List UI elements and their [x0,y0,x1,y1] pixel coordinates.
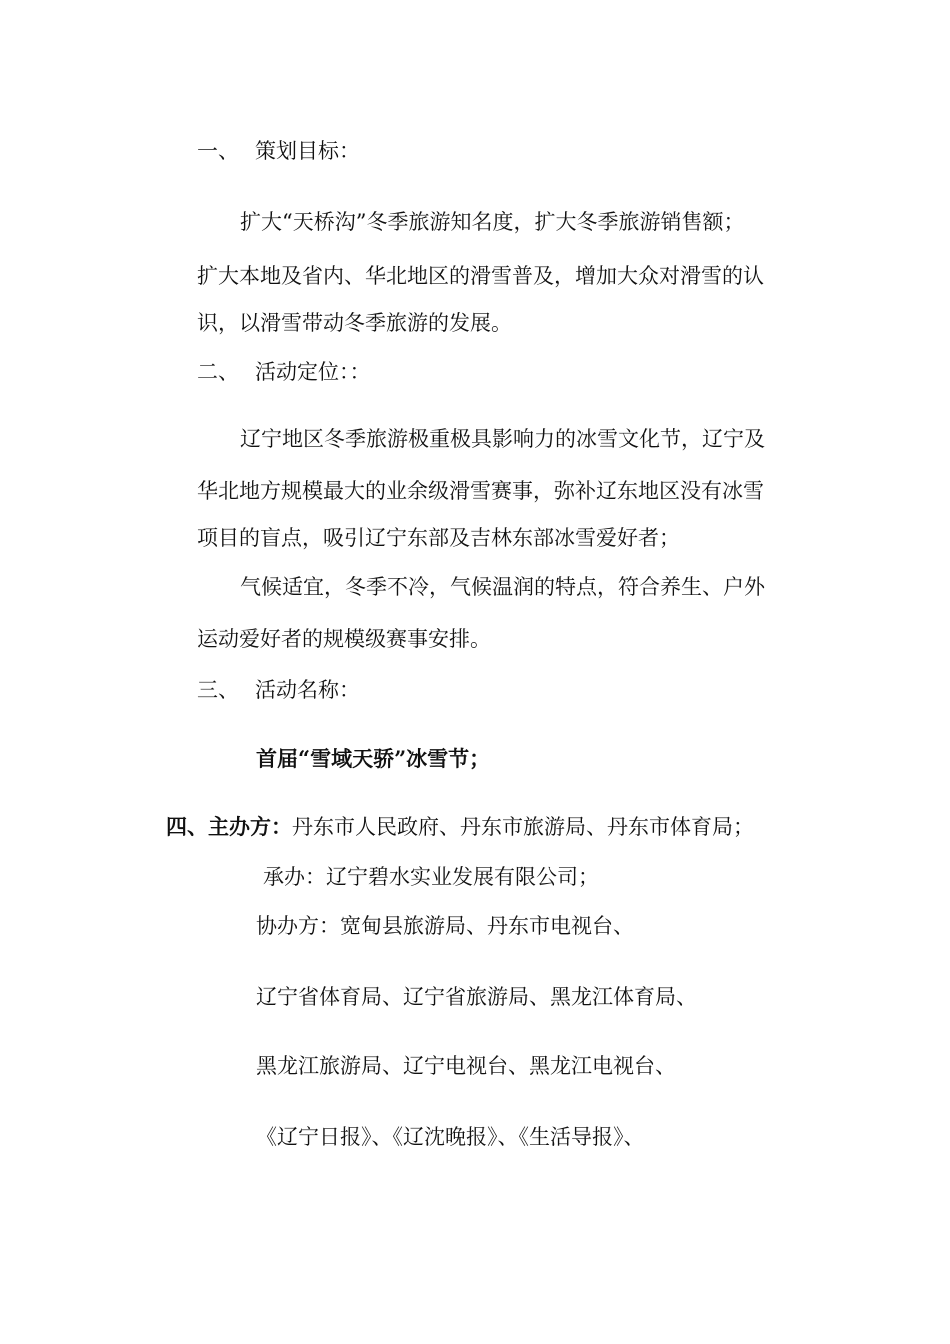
section-3-heading [197,677,360,703]
section-2-line-3: 项目的盲点，吸引辽宁东部及吉林东部冰雪爱好者； [197,526,680,550]
event-name: 首届“雪域天骄”冰雪节； [256,746,491,771]
section-1-number: 一、 [197,139,239,163]
section-2-line-5: 运动爱好者的规模级赛事安排。 [197,627,491,651]
coorganizer-line-2: 辽宁省体育局、辽宁省旅游局、黑龙江体育局、 [256,985,697,1009]
section-1-heading [197,138,360,164]
section-2-number: 二、 [197,360,239,384]
section-2-line-1: 辽宁地区冬季旅游极重极具影响力的冰雪文化节，辽宁及 [240,427,765,451]
section-1-line-2: 扩大本地及省内、华北地区的滑雪普及，增加大众对滑雪的认 [197,264,764,288]
section-2-line-4: 气候适宜，冬季不冷，气候温润的特点，符合养生、户外 [240,575,765,599]
coorganizer-label: 协办方： [256,914,340,938]
section-2-title: 活动定位：： [255,360,371,384]
section-2-line-2: 华北地方规模最大的业余级滑雪赛事，弥补辽东地区没有冰雪 [197,479,764,503]
section-1-line-3: 识，以滑雪带动冬季旅游的发展。 [197,311,512,335]
coorganizer-line-3: 黑龙江旅游局、辽宁电视台、黑龙江电视台、 [256,1054,676,1078]
coorganizer-line-1 [256,913,634,939]
coorganizer-list-1: 宽甸县旅游局、丹东市电视台、 [340,914,634,938]
section-1-line-1: 扩大“天桥沟”冬季旅游知名度，扩大冬季旅游销售额； [240,210,745,234]
section-4-title: 四、主办方： [166,814,292,839]
undertaker-line: 承办：辽宁碧水实业发展有限公司； [263,865,599,889]
section-1-title: 策划目标： [255,139,360,163]
section-4-heading-line [166,814,754,840]
section-2-heading [197,359,371,385]
section-3-number: 三、 [197,678,239,702]
coorganizer-line-4: 《辽宁日报》、《辽沈晚报》、《生活导报》、 [256,1125,645,1149]
section-3-title: 活动名称： [255,678,360,702]
organizers-text: 丹东市人民政府、丹东市旅游局、丹东市体育局； [292,815,754,839]
